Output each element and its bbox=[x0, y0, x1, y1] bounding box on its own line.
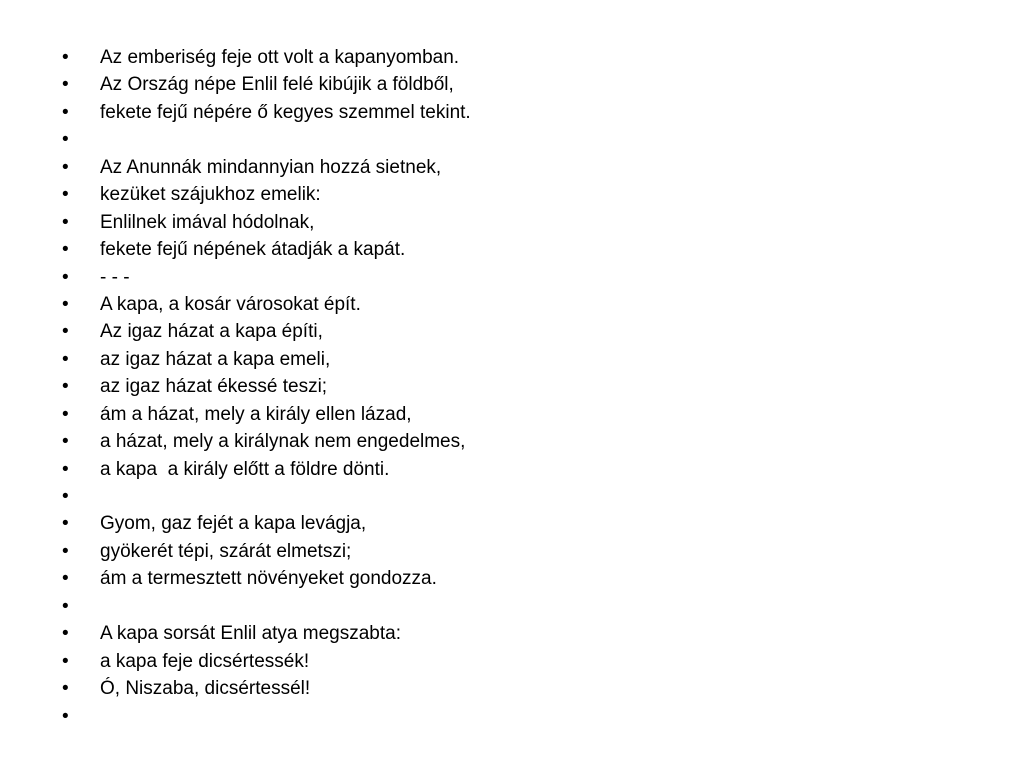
bullet-icon: • bbox=[62, 458, 69, 480]
poem-line: fekete fejű népének átadják a kapát. bbox=[100, 239, 406, 261]
bullet-icon: • bbox=[62, 650, 69, 672]
bullet-icon: • bbox=[62, 403, 69, 425]
poem-line: Az Ország népe Enlil felé kibújik a földből, bbox=[100, 74, 454, 96]
bullet-icon: • bbox=[62, 101, 69, 123]
bullet-icon: • bbox=[62, 321, 69, 343]
list-item bbox=[62, 401, 471, 428]
poem-line: a kapa a király előtt a földre dönti. bbox=[100, 458, 390, 480]
list-item bbox=[62, 318, 471, 345]
bullet-icon: • bbox=[62, 74, 69, 96]
list-item bbox=[62, 510, 471, 537]
bullet-icon: • bbox=[62, 376, 69, 398]
list-item bbox=[62, 71, 471, 98]
list-item bbox=[62, 538, 471, 565]
list-item bbox=[62, 373, 471, 400]
bullet-icon: • bbox=[62, 293, 69, 315]
bullet-icon: • bbox=[62, 623, 69, 645]
list-item bbox=[62, 236, 471, 263]
list-item bbox=[62, 154, 471, 181]
bullet-icon: • bbox=[62, 486, 69, 507]
poem-line: a kapa feje dicsértessék! bbox=[100, 650, 310, 672]
list-item bbox=[62, 620, 471, 647]
list-item bbox=[62, 648, 471, 675]
poem-line: Az igaz házat a kapa építi, bbox=[100, 321, 323, 343]
list-item bbox=[62, 565, 471, 592]
poem-line: ám a házat, mely a király ellen lázad, bbox=[100, 403, 412, 425]
poem-line: fekete fejű népére ő kegyes szemmel tekint. bbox=[100, 101, 471, 123]
bullet-icon: • bbox=[62, 568, 69, 590]
bullet-icon: • bbox=[62, 156, 69, 178]
bullet-icon: • bbox=[62, 431, 69, 453]
bullet-icon: • bbox=[62, 239, 69, 261]
bullet-icon: • bbox=[62, 595, 69, 617]
bullet-icon: • bbox=[62, 705, 69, 727]
poem-line: az igaz házat a kapa emeli, bbox=[100, 348, 331, 370]
poem-line: A kapa, a kosár városokat épít. bbox=[100, 293, 361, 315]
list-item bbox=[62, 181, 471, 208]
poem-line: - - - bbox=[100, 266, 130, 288]
list-item bbox=[62, 675, 471, 702]
bullet-icon: • bbox=[62, 678, 69, 700]
poem-line: Enlilnek imával hódolnak, bbox=[100, 211, 315, 233]
bullet-icon: • bbox=[62, 184, 69, 206]
list-item bbox=[62, 99, 471, 126]
poem-line: Ó, Niszaba, dicsértessél! bbox=[100, 678, 311, 700]
poem-line: az igaz házat ékessé teszi; bbox=[100, 376, 328, 398]
list-item bbox=[62, 126, 471, 153]
list-item bbox=[62, 428, 471, 455]
poem-bullet-list bbox=[62, 44, 471, 730]
poem-line: gyökerét tépi, szárát elmetszi; bbox=[100, 540, 352, 562]
bullet-icon: • bbox=[62, 348, 69, 370]
poem-line: Az emberiség feje ott volt a kapanyomban. bbox=[100, 47, 460, 68]
bullet-icon: • bbox=[62, 211, 69, 233]
list-item bbox=[62, 456, 471, 483]
list-item bbox=[62, 264, 471, 291]
list-item bbox=[62, 209, 471, 236]
bullet-icon: • bbox=[62, 540, 69, 562]
list-item bbox=[62, 483, 471, 510]
poem-line: Az Anunnák mindannyian hozzá sietnek, bbox=[100, 156, 442, 178]
bullet-icon: • bbox=[62, 513, 69, 535]
bullet-icon: • bbox=[62, 129, 69, 151]
bullet-icon: • bbox=[62, 47, 69, 68]
list-item bbox=[62, 703, 471, 730]
poem-line: ám a termesztett növényeket gondozza. bbox=[100, 568, 437, 590]
list-item bbox=[62, 593, 471, 620]
list-item bbox=[62, 346, 471, 373]
list-item bbox=[62, 44, 471, 71]
bullet-icon: • bbox=[62, 266, 69, 288]
poem-line: a házat, mely a királynak nem engedelmes, bbox=[100, 431, 466, 453]
poem-line: Gyom, gaz fejét a kapa levágja, bbox=[100, 513, 367, 535]
poem-line: kezüket szájukhoz emelik: bbox=[100, 184, 321, 206]
list-item bbox=[62, 291, 471, 318]
poem-line: A kapa sorsát Enlil atya megszabta: bbox=[100, 623, 401, 645]
